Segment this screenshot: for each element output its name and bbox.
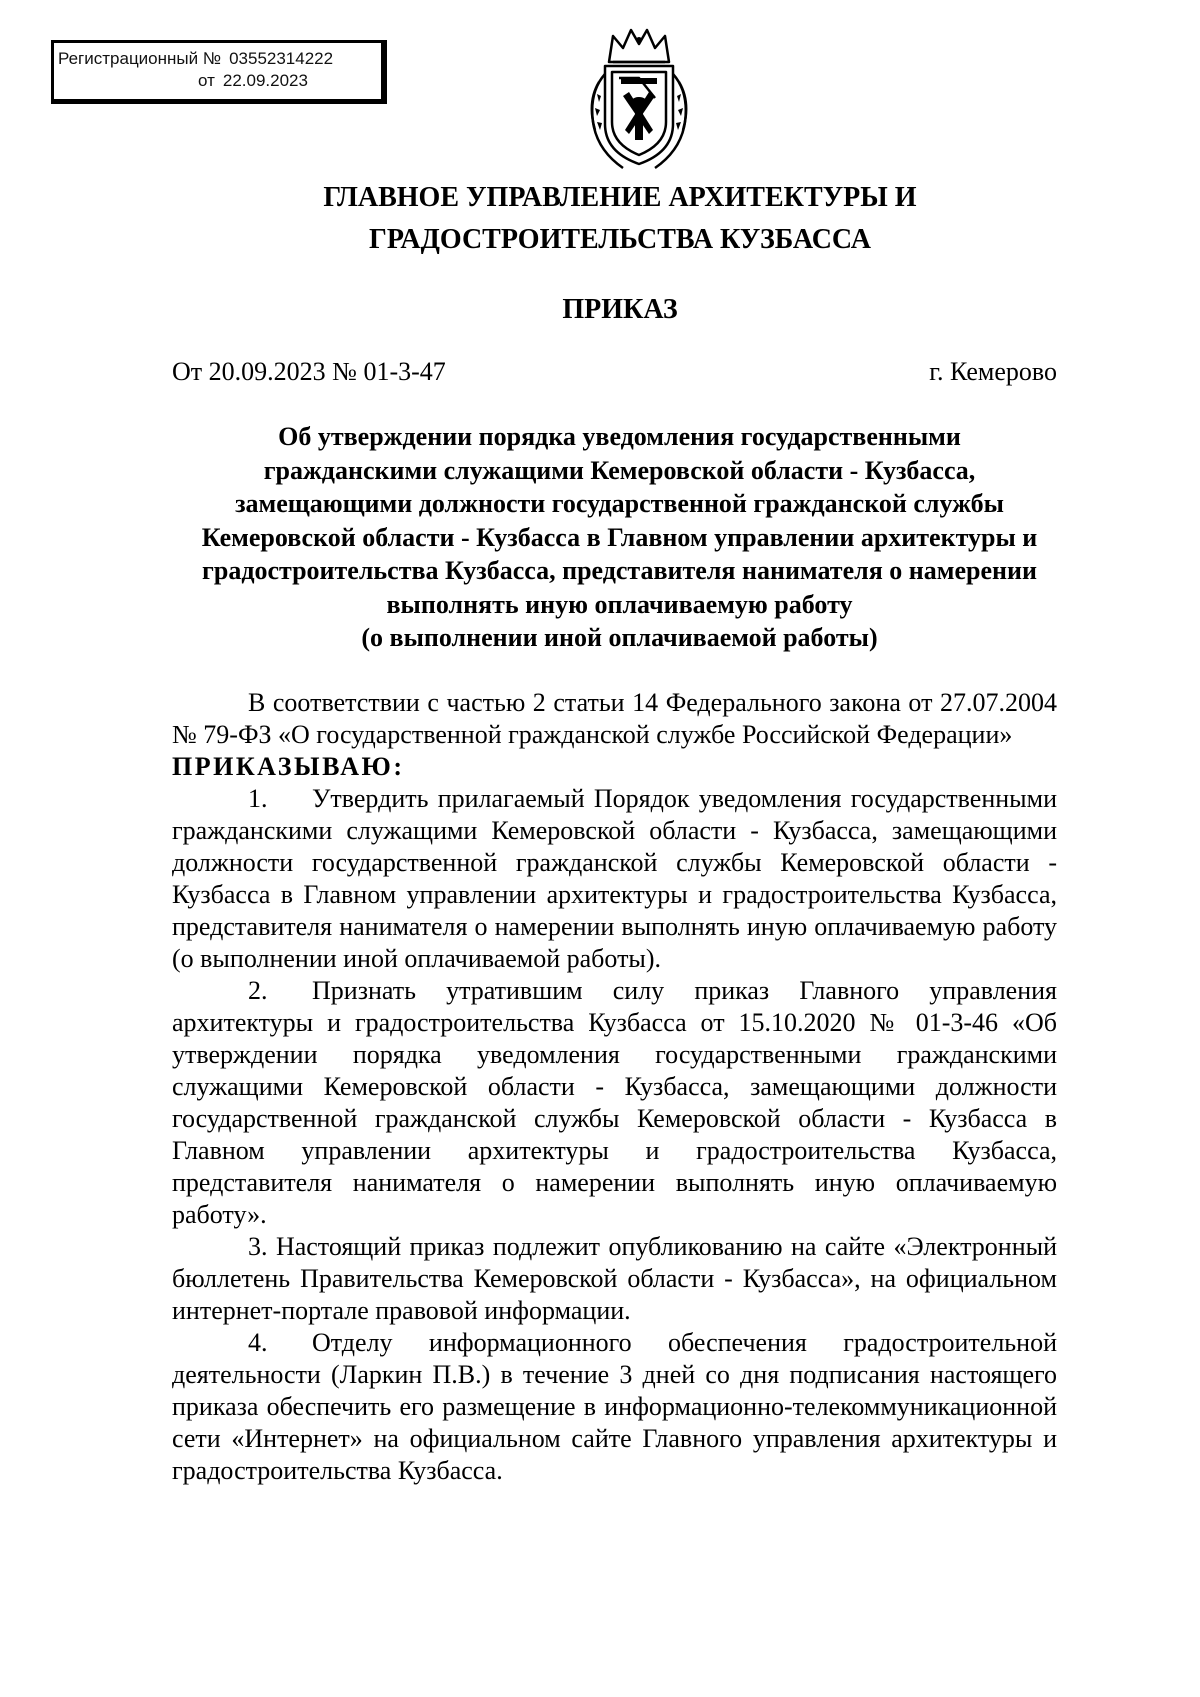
item-text: Утвердить прилагаемый Порядок уведомления государственными гражданскими служащими Кемеровской области - Кузбасса, замещающими должности государственной гражданской службы Кемеровской области - Кузбасса в Главном управлении архитектуры и градостроительства Кузбасса, представителя нанимателя о намерении выполнять иную оплачиваемую работу (о выполнении иной оплачиваемой работы).: [172, 784, 1057, 973]
order-item-4: [172, 1327, 1057, 1487]
item-number: 3.: [248, 1232, 268, 1261]
order-title: [172, 420, 1067, 655]
preamble: [172, 687, 1057, 783]
item-number: 2.: [248, 976, 268, 1005]
registration-line: [58, 48, 381, 70]
registration-label: Регистрационный №: [58, 49, 222, 68]
agency-name-line2: ГРАДОСТРОИТЕЛЬСТВА КУЗБАССА: [369, 224, 871, 255]
order-item-2: [172, 975, 1057, 1231]
title-line: гражданскими служащими Кемеровской области - Кузбасса,: [263, 455, 976, 485]
title-line: градостроительства Кузбасса, представителя нанимателя о намерении: [202, 556, 1037, 585]
item-text: Признать утратившим силу приказ Главного управления архитектуры и градостроительства Кузбасса от 15.10.2020 № 01-3-46 «Об утверждении порядка уведомления государственными гражданскими служащими Кемеровской области - Кузбасса, замещающими должности государственной гражданской службы Кемеровской области - Кузбасса в Главном управлении архитектуры и градостроительства Кузбасса, представителя нанимателя о намерении выполнять иную оплачиваемую работу».: [172, 976, 1057, 1229]
title-line: Об утверждении порядка уведомления государственными: [278, 422, 961, 451]
kuzbass-coat-of-arms-icon: [583, 22, 695, 174]
order-word: ПРИКАЗЫВАЮ:: [172, 752, 405, 781]
title-line: замещающими должности государственной гражданской службы: [235, 489, 1004, 518]
registration-date-prefix: от: [198, 71, 215, 90]
agency-name-line1: ГЛАВНОЕ УПРАВЛЕНИЕ АРХИТЕКТУРЫ И: [323, 182, 917, 213]
item-text: Настоящий приказ подлежит опубликованию на сайте «Электронный бюллетень Правительства Кемеровской области - Кузбасса», на официальном интернет-портале правовой информации.: [172, 1232, 1057, 1325]
order-item-1: [172, 783, 1057, 975]
order-date-number: От 20.09.2023 № 01-3-47: [172, 357, 446, 386]
order-city: г. Кемерово: [929, 357, 1057, 386]
registration-stamp: [51, 40, 387, 104]
registration-date: 22.09.2023: [222, 71, 308, 90]
order-body: [172, 687, 1057, 1487]
item-number: 1.: [248, 784, 268, 813]
title-line: выполнять иную оплачиваемую работу: [386, 589, 853, 619]
title-line: (о выполнении иной оплачиваемой работы): [361, 623, 878, 652]
registration-number: 03552314222: [229, 49, 334, 68]
item-text: Отделу информационного обеспечения градостроительной деятельности (Ларкин П.В.) в течение 3 дней со дня подписания настоящего приказа обеспечить его размещение в информационно-телекоммуникационной сети «Интернет» на официальном сайте Главного управления архитектуры и градостроительства Кузбасса.: [172, 1328, 1057, 1485]
order-item-3: [172, 1231, 1057, 1327]
registration-date-line: [58, 70, 381, 92]
item-number: 4.: [248, 1328, 268, 1357]
document-type: ПРИКАЗ: [562, 294, 678, 325]
preamble-text: В соответствии с частью 2 статьи 14 Федерального закона от 27.07.2004 № 79-ФЗ «О государственной гражданской службе Российской Федерации»: [172, 688, 1057, 749]
title-line: Кемеровской области - Кузбасса в Главном управлении архитектуры и: [201, 522, 1038, 552]
